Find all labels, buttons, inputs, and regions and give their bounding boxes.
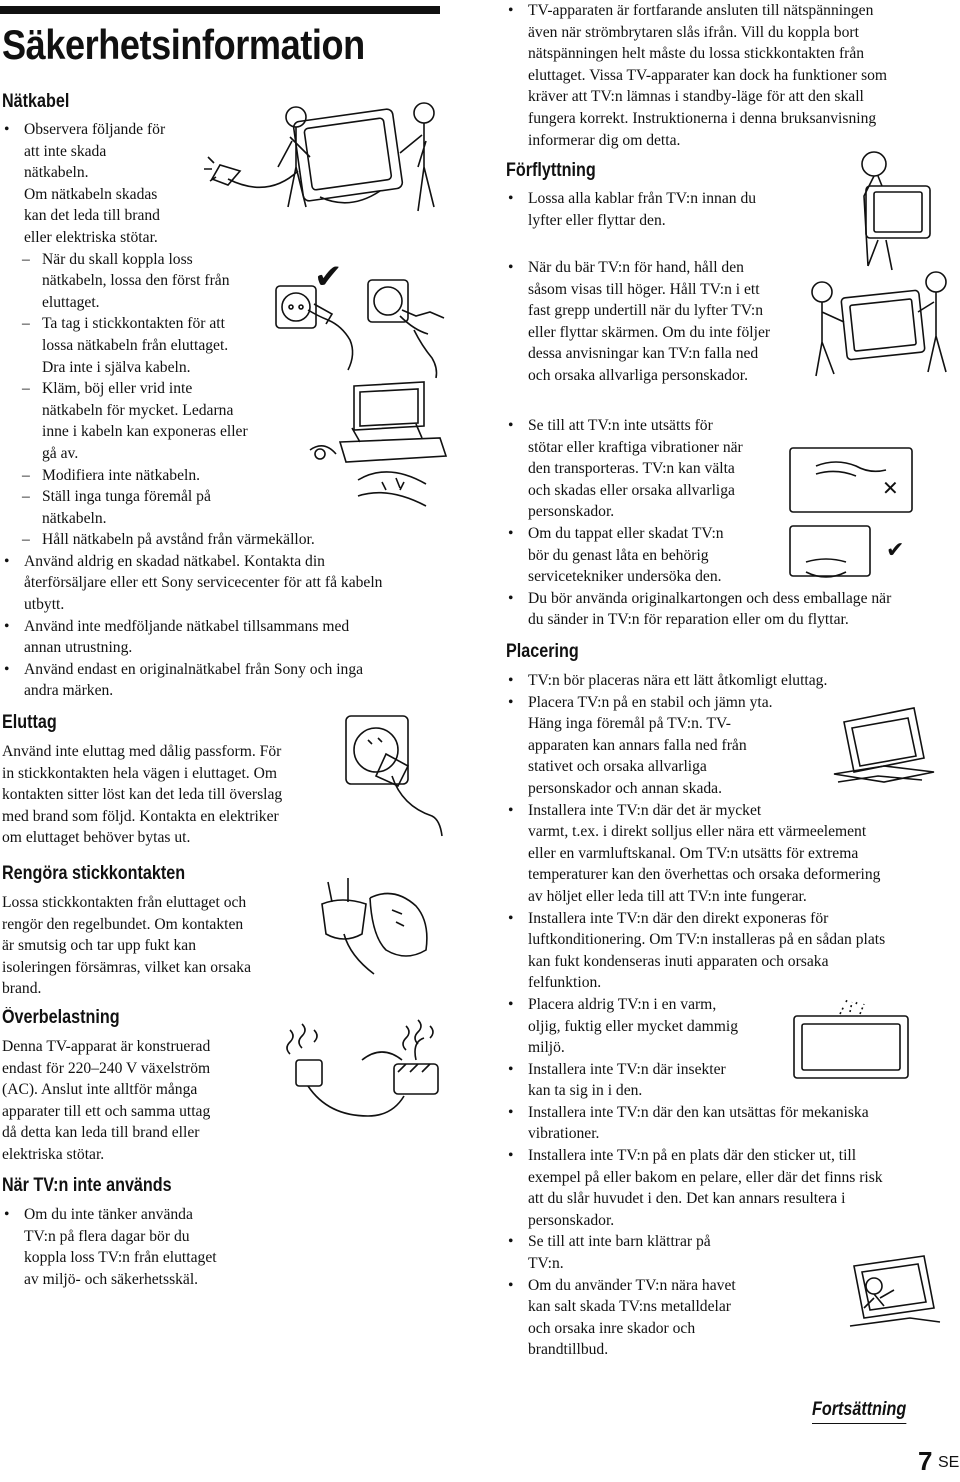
list-item: • Om du använder TV:n nära havet kan salt skada TV:ns metalldelar och orsaka inre skador och brandtillbud. <box>506 1275 956 1361</box>
list-item: • Du bör använda originalkartongen och dess emballage när du sänder in TV:n för reparation eller om du flyttar. <box>506 588 956 631</box>
checkmark-icon: ✔ <box>314 257 343 297</box>
tv-on-stand-cable-illustration <box>300 380 450 470</box>
list-item: • Använd inte medföljande nätkabel tillsammans med annan utrustning. <box>2 616 442 659</box>
list-item: • Använd aldrig en skadad nätkabel. Kontakta din återförsäljare eller ett Sony servicecenter för att få kabeln utbytt. <box>2 551 442 616</box>
heading-overbelastning: Överbelastning <box>2 1007 120 1028</box>
list-item: • Placera TV:n på en stabil och jämn yta. Häng inga föremål på TV:n. TV- apparaten kan annars falla ned från stativet och orsaka allvarliga personskador och annan skada. <box>506 692 956 800</box>
cable-bend-illustration <box>352 460 432 510</box>
overloaded-outlet-illustration <box>278 1016 448 1136</box>
right-top-note <box>506 0 956 151</box>
list-item: • Använd endast en originalnätkabel från Sony och inga andra märken. <box>2 659 442 702</box>
list-item: – Kläm, böj eller vrid inte nätkabeln för mycket. Ledarna inne i kabeln kan exponeras eller gå av. <box>2 378 442 464</box>
plug-cleaning-illustration <box>318 868 442 988</box>
checkmark-icon: ✔ <box>886 538 905 563</box>
list-item: • Installera inte TV:n där det är mycket varmt, t.ex. i direkt solljus eller nära ett värmeelement eller en varmluftskanal. Om TV:n utsätts för extrema temperaturer kan den överhettas och orsaka deformering av höljet eller leda till att TV:n inte fungerar. <box>506 800 956 908</box>
heading-natkabel: Nätkabel <box>2 91 70 112</box>
list-item: • TV-apparaten är fortfarande ansluten till nätspänningen även när strömbrytaren slås ifrån. Vill du koppla bort nätspänningen helt måste du lossa stickkontakten från eluttaget. Vissa TV-apparater kan dock ha funktioner som kräver att TV:n lämnas i standby-läge för att den skall fungera korrekt. Instruktionerna i denna bruksanvisning informerar dig om detta. <box>506 0 956 151</box>
section-forflyttning <box>506 159 806 183</box>
list-item: • Installera inte TV:n där den direkt exponeras för luftkonditionering. Om TV:n installeras på en sådan plats kan fukt kondenseras inuti apparaten och orsaka felfunktion. <box>506 908 956 994</box>
tv-carry-two-people-illustration <box>200 95 440 235</box>
hand-grip-correct-illustration <box>786 522 916 586</box>
list-item: • Observera följande för att inte skada nätkabeln. Om nätkabeln skadas kan det leda till brand eller elektriska stötar. <box>2 119 442 249</box>
list-item: • Se till att TV:n inte utsätts för stötar eller kraftiga vibrationer när den transporteras. TV:n kan välta och skadas eller orsaka allvarliga personskador. <box>506 415 956 523</box>
list-item: • Se till att inte barn klättrar på TV:n. <box>506 1231 956 1274</box>
list-item: • Lossa alla kablar från TV:n innan du lyfter eller flyttar den. <box>506 188 956 231</box>
list-item: – När du skall koppla loss nätkabeln, lossa den först från eluttaget. <box>2 249 442 314</box>
list-item: • Installera inte TV:n där den kan utsättas för mekaniska vibrationer. <box>506 1102 956 1145</box>
list-item: • Om du inte tänker använda TV:n på flera dagar bör du koppla loss TV:n från eluttaget av miljö- och säkerhetsskäl. <box>2 1204 442 1290</box>
list-item: – Ställ inga tunga föremål på nätkabeln. <box>2 486 442 529</box>
heading-forflyttning: Förflyttning <box>506 160 596 181</box>
list-item: • Om du tappat eller skadat TV:n bör du genast låta en behörig servicetekniker undersöka den. <box>506 523 956 588</box>
page-number: 7 <box>918 1446 933 1476</box>
tv-carry-correct-illustration <box>808 262 960 382</box>
page-title: Säkerhetsinformation <box>2 21 365 68</box>
list-item: • Installera inte TV:n på en plats där den sticker ut, till exempel på eller bakom en pelare, eller där det finns risk att du slår huvudet i den. Det kan annars resultera i personskador. <box>506 1145 956 1231</box>
person-holding-tv-illustration <box>828 148 938 272</box>
dusty-tv-illustration <box>790 996 914 1086</box>
list-item: • Installera inte TV:n där insekter kan ta sig in i den. <box>506 1059 956 1102</box>
plug-socket-illustration <box>272 257 448 380</box>
top-rule <box>0 6 440 14</box>
heading-rengora: Rengöra stickkontakten <box>2 863 186 884</box>
page-suffix: SE <box>938 1454 960 1471</box>
list-item: • När du bär TV:n för hand, håll den såsom visas till höger. Håll TV:n i ett fast grepp undertill när du lyfter TV:n eller flyttar skärmen. Om du inte följer dessa anvisningar kan TV:n falla ned och orsaka allvarliga personskador. <box>506 257 956 387</box>
list-item: • Placera aldrig TV:n i en varm, oljig, fuktig eller mycket dammig miljö. <box>506 994 956 1059</box>
list-item: – Modifiera inte nätkabeln. <box>2 465 442 487</box>
list-item: • TV:n bör placeras nära ett lätt åtkomligt eluttag. <box>506 670 956 692</box>
hand-grip-illustration <box>786 442 916 522</box>
list-item: – Ta tag i stickkontakten för att lossa nätkabeln från eluttaget. Dra inte i själva kabeln. <box>2 313 442 378</box>
rengora-body: Lossa stickkontakten från eluttaget och rengör den regelbundet. Om kontakten är smutsig och tar upp fukt kan isoleringen försämras, vilket kan orsaka brand. <box>2 894 251 998</box>
tv-on-stand-illustration <box>824 702 944 792</box>
child-climbing-tv-illustration <box>840 1246 950 1336</box>
plug-socket-closeup-illustration <box>342 710 446 840</box>
continued-label: Fortsättning <box>812 1399 907 1420</box>
overbelastning-body: Denna TV-apparat är konstruerad endast för 220–240 V växelström (AC). Anslut inte alltför många apparater till ett och samma uttag då detta kan leda till brand eller elektriska stötar. <box>2 1038 211 1163</box>
heading-nar-tv-inte-anvands: När TV:n inte används <box>2 1175 172 1196</box>
list-item: – Håll nätkabeln på avstånd från värmekällor. <box>2 529 442 551</box>
heading-placering: Placering <box>506 641 579 662</box>
section-nar-tv-inte-anvands <box>2 1174 442 1290</box>
cross-icon: ✕ <box>882 476 899 500</box>
eluttag-body: Använd inte eluttag med dålig passform. För in stickkontakten hela vägen i eluttaget. Om kontakten sitter löst kan det leda till överslag med brand som följd. Kontakta en elektriker om eluttaget behöver bytas ut. <box>2 743 283 847</box>
heading-eluttag: Eluttag <box>2 712 57 733</box>
